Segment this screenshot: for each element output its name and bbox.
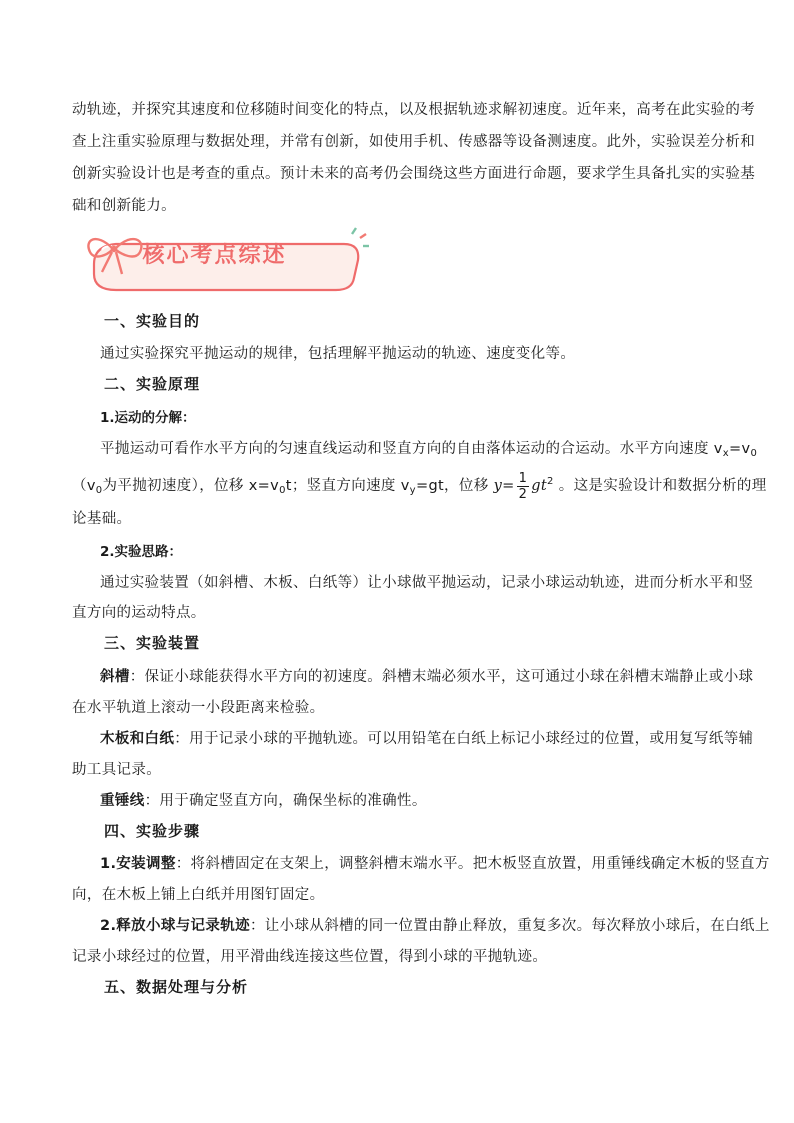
intro-line-2: 查上注重实验原理与数据处理，并常有创新，如使用手机、传感器等设备测速度。此外，实验误差分析和 — [72, 134, 756, 150]
sparkle-icon — [352, 228, 369, 246]
step-1-label: 1.安装调整 — [100, 856, 176, 872]
apparatus-chute-cont: 在水平轨道上滚动一小段距离来检验。 — [72, 700, 325, 716]
approach-line-1: 通过实验装置（如斜槽、木板、白纸等）让小球做平抛运动，记录小球运动轨迹，进而分析水平和竖 — [100, 575, 754, 591]
apparatus-chute-label: 斜槽 — [100, 669, 130, 685]
principle-line-1: 平抛运动可看作水平方向的匀速直线运动和竖直方向的自由落体运动的合运动。水平方向速度 $v_x=v_0$ — [100, 441, 758, 459]
apparatus-plumb: 重锤线：用于确定竖直方向，确保坐标的准确性。 — [100, 793, 427, 809]
step-2-cont: 记录小球经过的位置，用平滑曲线连接这些位置，得到小球的平抛轨迹。 — [72, 949, 548, 965]
step-2: 2.释放小球与记录轨迹：让小球从斜槽的同一位置由静止释放，重复多次。每次释放小球后，在白纸上 — [100, 918, 770, 934]
section-heading-4: 四、实验步骤 — [104, 822, 201, 840]
approach-line-2: 直方向的运动特点。 — [72, 605, 206, 621]
subheading-experiment-approach: 2.实验思路： — [100, 544, 183, 560]
principle-line-3: 论基础。 — [72, 511, 132, 527]
section-heading-5: 五、数据处理与分析 — [104, 978, 249, 996]
section-1-text: 通过实验探究平抛运动的规律，包括理解平抛运动的轨迹、速度变化等。 — [100, 346, 576, 362]
apparatus-chute: 斜槽：保证小球能获得水平方向的初速度。斜槽末端必须水平，这可通过小球在斜槽末端静止或小球 — [100, 669, 754, 685]
principle-line-2: （$v_0$为平抛初速度），位移 $x=v_0t$；竖直方向速度 $v_y=gt$，位移 y= $\frac{1}{2}$ $gt^2$ 。这是实验设计和数据分析的理 — [72, 470, 767, 502]
section-heading-1: 一、实验目的 — [104, 312, 201, 330]
intro-line-3: 创新实验设计也是考查的重点。预计未来的高考仍会围绕这些方面进行命题，要求学生具备扎实的实验基 — [72, 166, 756, 182]
section-heading-2: 二、实验原理 — [104, 375, 201, 393]
apparatus-plumb-label: 重锤线 — [100, 793, 145, 809]
apparatus-board-label: 木板和白纸 — [100, 731, 175, 747]
apparatus-board: 木板和白纸：用于记录小球的平抛轨迹。可以用铅笔在白纸上标记小球经过的位置，或用复写纸等辅 — [100, 731, 754, 747]
displacement-formula: y= $\frac{1}{2}$ $gt^2$ — [493, 470, 554, 502]
banner-title: 核心考点综述 — [142, 243, 287, 268]
apparatus-board-cont: 助工具记录。 — [72, 762, 162, 778]
subheading-motion-decomposition: 1.运动的分解： — [100, 410, 196, 426]
section-heading-3: 三、实验装置 — [104, 634, 201, 652]
step-2-label: 2.释放小球与记录轨迹 — [100, 918, 250, 934]
step-1: 1.安装调整：将斜槽固定在支架上，调整斜槽末端水平。把木板竖直放置，用重锤线确定木板的竖直方 — [100, 856, 770, 872]
intro-line-4: 础和创新能力。 — [72, 198, 176, 214]
step-1-cont: 向，在木板上铺上白纸并用图钉固定。 — [72, 887, 325, 903]
intro-line-1: 动轨迹，并探究其速度和位移随时间变化的特点，以及根据轨迹求解初速度。近年来，高考在此实验的考 — [72, 102, 756, 118]
